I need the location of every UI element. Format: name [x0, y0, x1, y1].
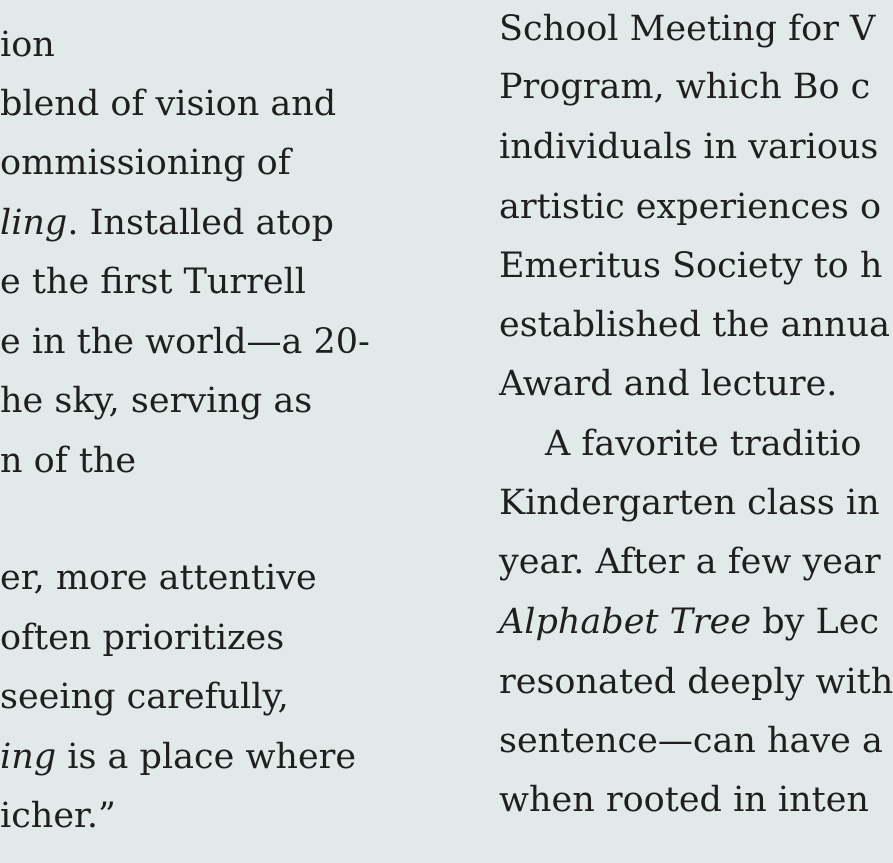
- italic-title-fragment: ling: [0, 203, 68, 243]
- text-line: sentence—can have a: [499, 721, 883, 761]
- text-line: ion: [0, 25, 55, 65]
- text-fragment: is a place where: [56, 737, 357, 777]
- text-line: Program, which Bo c: [499, 67, 871, 107]
- book-title-italic: Alphabet Tree: [499, 602, 752, 642]
- text-line: er, more attentive: [0, 558, 317, 598]
- text-line: e in the world—a 20-: [0, 322, 370, 362]
- text-line: n of the: [0, 441, 137, 481]
- text-line: [0, 202, 334, 244]
- text-line: when rooted in inten: [499, 780, 869, 820]
- text-line: ommissioning of: [0, 143, 291, 183]
- text-line: Award and lecture.: [499, 364, 838, 404]
- text-fragment: by Lec: [751, 602, 880, 642]
- text-line: established the annua: [499, 305, 890, 345]
- text-line: Kindergarten class in: [499, 483, 880, 523]
- text-line: year. After a few year: [499, 542, 881, 582]
- text-line: individuals in various: [499, 127, 879, 167]
- text-line: Emeritus Society to h: [499, 246, 883, 286]
- text-fragment: . Installed atop: [67, 203, 334, 243]
- paragraph-first-line: A favorite traditio: [545, 424, 862, 464]
- text-line: School Meeting for V: [499, 9, 876, 49]
- text-line: blend of vision and: [0, 84, 337, 124]
- text-line: e the first Turrell: [0, 262, 306, 302]
- text-line: artistic experiences o: [499, 187, 882, 227]
- text-line: often prioritizes: [0, 618, 285, 658]
- text-line: icher.”: [0, 796, 116, 836]
- text-line: [0, 736, 356, 778]
- text-line: he sky, serving as: [0, 381, 313, 421]
- text-line: resonated deeply with: [499, 662, 893, 702]
- text-line: seeing carefully,: [0, 677, 289, 717]
- text-line: [499, 601, 879, 643]
- italic-title-fragment: ing: [0, 737, 57, 777]
